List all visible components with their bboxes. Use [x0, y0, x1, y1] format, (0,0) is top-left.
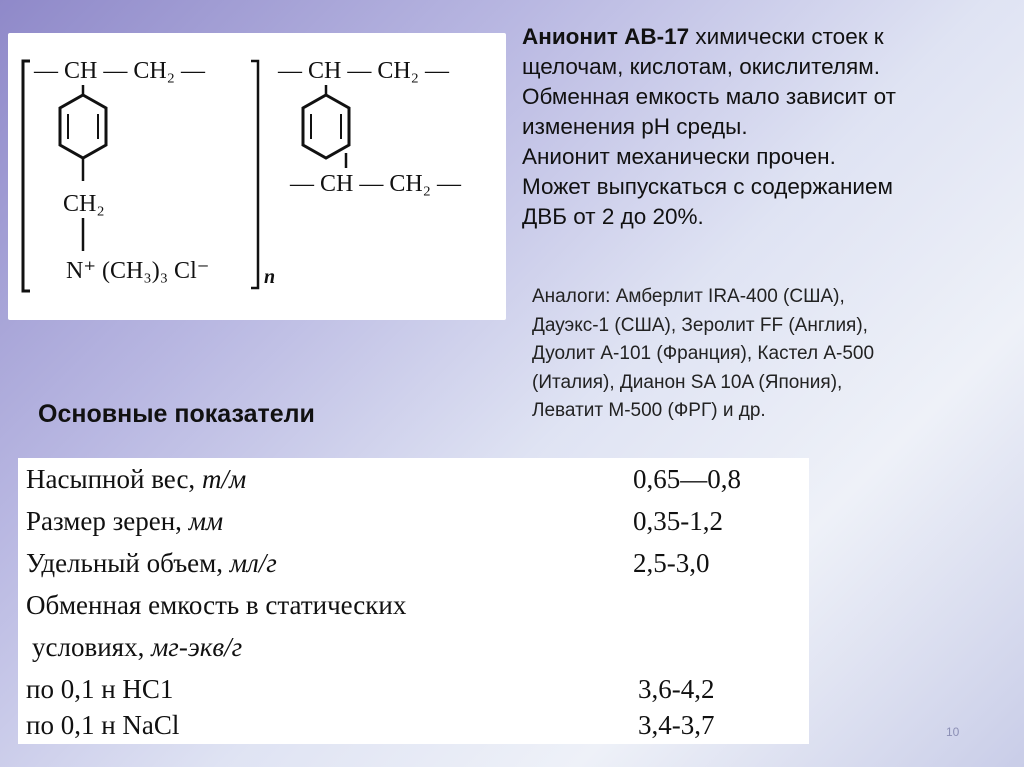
resin-name: Анионит АВ-17	[522, 24, 690, 49]
analogs-line-4: (Италия), Дианон SA 10A (Япония),	[532, 371, 843, 393]
property-row	[18, 458, 809, 500]
right-top-chain-text: — CH — CH₂ —	[278, 58, 450, 84]
right-bottom-chain-text: — CH — CH₂ —	[290, 171, 462, 197]
property-name: Обменная емкость в статических	[26, 590, 407, 620]
property-name: по 0,1 н HC1	[26, 674, 174, 704]
left-benzene-ring	[60, 95, 106, 158]
description-line-4: изменения pH среды.	[522, 114, 748, 139]
property-row	[18, 704, 809, 746]
description-line-1: химически стоек к	[689, 24, 884, 49]
analogs-list	[532, 283, 1012, 426]
amine-label: N⁺ (CH₃)₃ Cl⁻	[66, 258, 210, 284]
analogs-line-1: Аналоги: Амберлит IRA-400 (США),	[532, 286, 845, 307]
formula-drawing	[8, 33, 506, 320]
property-row	[18, 584, 809, 626]
right-benzene-ring	[303, 95, 349, 158]
property-name: по 0,1 н NaCl	[26, 710, 180, 740]
property-name: условиях,	[32, 632, 152, 662]
property-value: 2,5-3,0	[633, 548, 710, 578]
property-row	[18, 500, 809, 542]
ch2-label: CH₂	[63, 191, 105, 217]
description-line-7: ДВБ от 2 до 20%.	[522, 204, 704, 229]
property-name: Удельный объем,	[26, 548, 230, 578]
structural-formula	[8, 33, 506, 320]
analogs-line-5: Леватит М-500 (ФРГ) и др.	[532, 400, 766, 421]
property-value: 3,4-3,7	[638, 710, 715, 740]
analogs-line-2: Дауэкс-1 (США), Зеролит FF (Англия),	[532, 314, 868, 336]
description-line-5: Анионит механически прочен.	[522, 144, 836, 169]
property-value: 0,35-1,2	[633, 506, 723, 536]
property-name: Насыпной вес,	[26, 464, 202, 494]
property-value: 0,65—0,8	[633, 464, 741, 494]
section-title: Основные показатели	[38, 400, 315, 428]
description-line-6: Может выпускаться с содержанием	[522, 174, 893, 199]
description-line-2: щелочам, кислотам, окислителям.	[522, 54, 880, 79]
right-bracket	[251, 61, 258, 288]
property-row	[18, 542, 809, 584]
property-name: Размер зерен,	[26, 506, 189, 536]
property-value: 3,6-4,2	[638, 674, 715, 704]
page-number: 10	[946, 725, 960, 739]
left-chain-text: — CH — CH₂ —	[34, 58, 206, 84]
description-line-3: Обменная емкость мало зависит от	[522, 84, 896, 109]
property-unit: мм	[188, 506, 224, 536]
property-row	[18, 626, 809, 668]
left-bracket	[23, 61, 30, 291]
property-unit: мл/г	[229, 548, 277, 578]
analogs-line-3: Дуолит А-101 (Франция), Кастел А-500	[532, 343, 875, 364]
property-unit: мг-экв/г	[151, 632, 243, 662]
properties-table	[18, 458, 809, 744]
property-unit: т/м	[201, 464, 247, 494]
polymer-index: n	[264, 266, 276, 288]
resin-description	[522, 22, 1012, 232]
